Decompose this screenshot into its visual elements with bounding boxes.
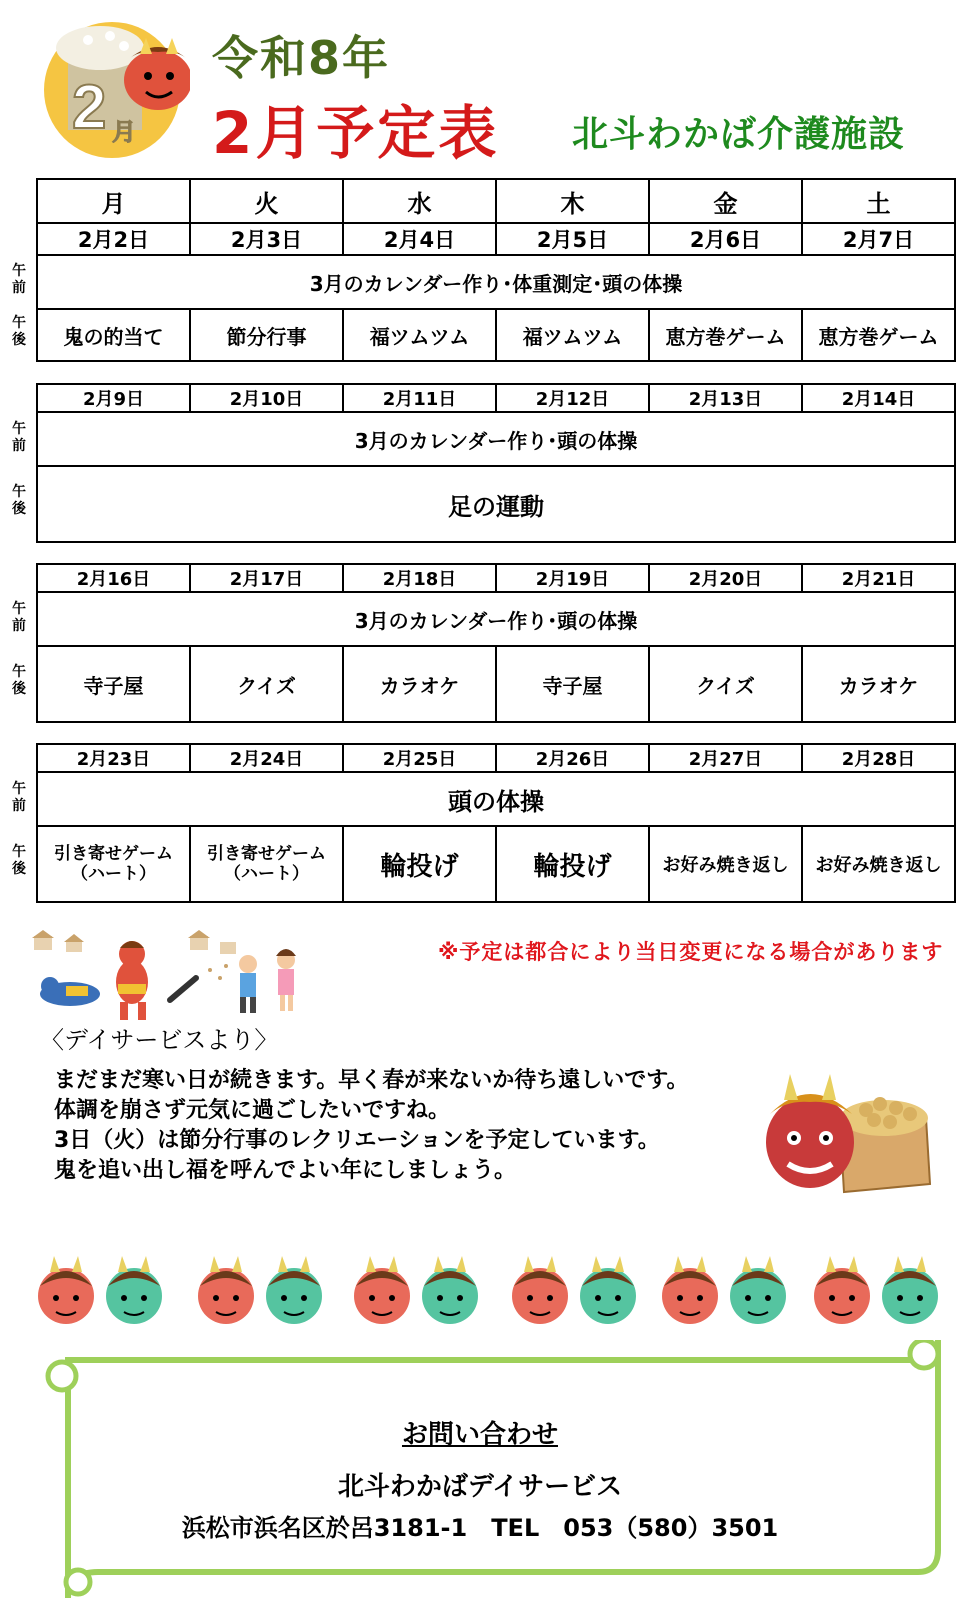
pm-side-label: 午後 [12,315,26,348]
february-badge-illustration [40,10,190,160]
badge-unit: 月 [112,118,136,146]
pm-activity: 節分行事 [190,309,343,361]
facility-name: 北斗わかば介護施設 [572,114,906,155]
weekday-tue: 火 [190,179,343,223]
pm-activity: カラオケ [802,646,955,722]
pm-activity: 寺子屋 [37,646,190,722]
week-3-table [36,563,956,723]
pm-activity [190,826,343,902]
pm-activity: 寺子屋 [496,646,649,722]
child-icon [239,955,257,1013]
am-row [37,412,955,466]
week-1-table [36,178,956,362]
red-oni-icon [766,1074,854,1188]
pm-activity: 輪投げ [496,826,649,902]
schedule-title: 2月予定表 [212,99,500,167]
pm-activity: 福ツムツム [496,309,649,361]
pm-activity-line2: （ハート） [71,864,156,884]
pm-row [37,466,955,542]
pm-row [37,309,955,361]
pm-activity: 足の運動 [37,466,955,542]
message-line: まだまだ寒い日が続きます。早く春が来ないか待ち遠しいです。 [54,1068,689,1093]
am-row [37,592,955,646]
setsubun-scene-illustration [30,930,330,1025]
oni-and-beans-illustration [762,1060,932,1200]
weekday-sat: 土 [802,179,955,223]
pm-side-label: 午後 [12,664,26,697]
pm-side-label: 午後 [12,844,26,877]
date-cell: 2月23日 [37,744,190,772]
weekday-thu: 木 [496,179,649,223]
badge-number: 2 [72,73,107,142]
date-cell: 2月5日 [496,223,649,255]
contact-name: 北斗わかばデイサービス [337,1472,623,1502]
date-cell: 2月19日 [496,564,649,592]
pm-row [37,646,955,722]
red-oni-icon [116,941,148,1020]
pm-activity: 福ツムツム [343,309,496,361]
pm-activity: クイズ [649,646,802,722]
am-side-label: 午前 [12,601,26,634]
am-activity: 頭の体操 [37,772,955,826]
child-icon [276,949,296,1011]
pm-activity: 輪投げ [343,826,496,902]
oni-faces-row [36,1252,956,1332]
message-line: 体調を崩さず元気に過ごしたいですね。 [54,1098,451,1123]
am-activity: 3月のカレンダー作り･頭の体操 [37,412,955,466]
am-activity: 3月のカレンダー作り･頭の体操 [37,592,955,646]
am-row [37,772,955,826]
date-cell: 2月11日 [343,384,496,412]
date-cell: 2月9日 [37,384,190,412]
am-activity: 3月のカレンダー作り･体重測定･頭の体操 [37,255,955,309]
club-icon [170,978,196,1000]
green-oni-face-icon [106,1256,162,1324]
date-row [37,223,955,255]
date-cell: 2月18日 [343,564,496,592]
date-cell: 2月21日 [802,564,955,592]
date-cell: 2月3日 [190,223,343,255]
year-title: 令和8年 [212,31,391,85]
date-cell: 2月12日 [496,384,649,412]
message-line: 3日（火）は節分行事のレクリエーションを予定しています。 [54,1128,660,1153]
pm-activity: お好み焼き返し [802,826,955,902]
date-cell: 2月26日 [496,744,649,772]
date-cell: 2月7日 [802,223,955,255]
weekday-row [37,179,955,223]
am-row [37,255,955,309]
pm-activity-line1: 引き寄せゲーム [54,844,173,864]
date-cell: 2月10日 [190,384,343,412]
date-row [37,564,955,592]
date-row [37,384,955,412]
date-row [37,744,955,772]
weekday-mon: 月 [37,179,190,223]
pm-side-label: 午後 [12,484,26,517]
weekday-wed: 水 [343,179,496,223]
pm-activity-line1: 引き寄せゲーム [207,844,326,864]
pm-activity: カラオケ [343,646,496,722]
message-line: 鬼を追い出し福を呼んでよい年にしましょう。 [54,1158,517,1183]
date-cell: 2月16日 [37,564,190,592]
date-cell: 2月14日 [802,384,955,412]
pm-activity: お好み焼き返し [649,826,802,902]
date-cell: 2月6日 [649,223,802,255]
pm-activity [37,826,190,902]
schedule-change-notice: ※予定は都合により当日変更になる場合があります [438,940,944,964]
date-cell: 2月25日 [343,744,496,772]
pm-activity: 鬼の的当て [37,309,190,361]
am-side-label: 午前 [12,781,26,814]
date-cell: 2月27日 [649,744,802,772]
week-2-table [36,383,956,543]
date-cell: 2月24日 [190,744,343,772]
contact-title: お問い合わせ [401,1420,558,1450]
contact-address: 浜松市浜名区於呂3181-1 TEL 053（580）3501 [181,1514,779,1542]
date-cell: 2月17日 [190,564,343,592]
pm-activity-line2: （ハート） [224,864,309,884]
blue-oni-icon [40,977,100,1006]
dayservice-heading: 〈デイサービスより〉 [40,1026,279,1054]
date-cell: 2月2日 [37,223,190,255]
am-side-label: 午前 [12,421,26,454]
date-cell: 2月13日 [649,384,802,412]
am-side-label: 午前 [12,263,26,296]
pm-activity: 恵方巻ゲーム [802,309,955,361]
red-oni-face-icon [38,1256,94,1324]
pm-activity: クイズ [190,646,343,722]
weekday-fri: 金 [649,179,802,223]
dayservice-message [54,1066,688,1186]
pm-activity: 恵方巻ゲーム [649,309,802,361]
pm-row [37,826,955,902]
date-cell: 2月20日 [649,564,802,592]
date-cell: 2月28日 [802,744,955,772]
week-4-table [36,743,956,903]
date-cell: 2月4日 [343,223,496,255]
